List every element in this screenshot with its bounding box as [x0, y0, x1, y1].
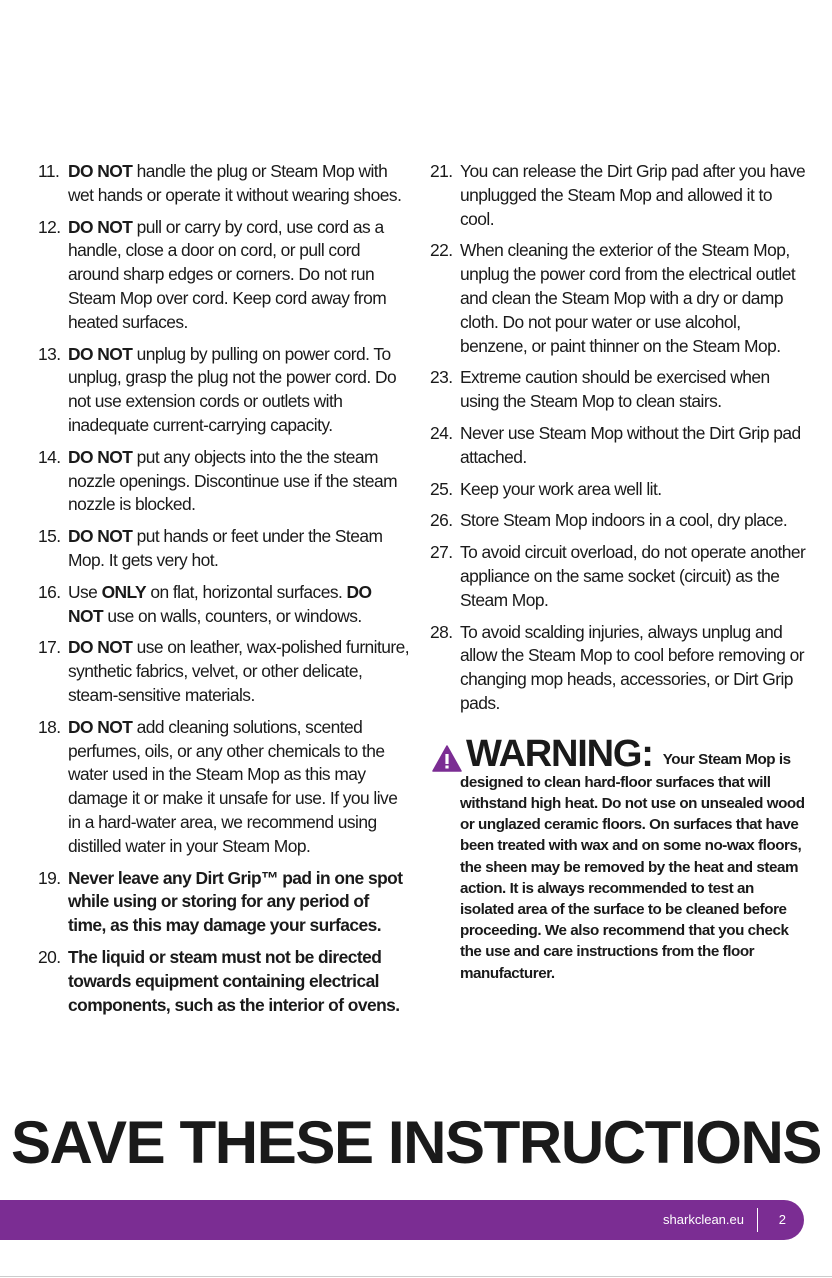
item-number: 22.: [430, 240, 453, 261]
list-item: [38, 525, 410, 573]
item-number: 21.: [430, 161, 453, 181]
left-column: [38, 160, 410, 1025]
list-item: [430, 160, 806, 231]
item-text: put any objects into the the steam nozzle openings. Discontinue use if the steam nozzle is blocked.: [68, 446, 398, 515]
emphasis: Never leave any Dirt Grip™ pad in one spot while using or storing for any period of time, as this may damage your surfaces.: [68, 867, 403, 936]
item-text: handle the plug or Steam Mop with wet hands or operate it without wearing shoes.: [68, 161, 402, 205]
item-number: 12.: [38, 216, 61, 237]
footer-website: sharkclean.eu: [663, 1212, 744, 1227]
item-text: Use: [68, 581, 102, 602]
item-text: When cleaning the exterior of the Steam Mop, unplug the power cord from the electrical outlet and clean the Steam Mop with a dry or damp cloth. Do not pour water or use alcohol, benzene, or paint thinner on the Steam Mop.: [460, 240, 796, 356]
list-item: [430, 541, 806, 612]
page-edge-line: [0, 1276, 832, 1277]
list-item: [38, 446, 410, 517]
emphasis: DO NOT: [68, 343, 133, 364]
footer-divider: [757, 1208, 758, 1232]
item-number: 14.: [38, 446, 61, 467]
footer-bar: [0, 1200, 804, 1240]
list-item: [430, 422, 806, 470]
list-item: [430, 509, 806, 533]
emphasis: DO NOT: [68, 526, 133, 547]
item-text: Keep your work area well lit.: [460, 478, 662, 499]
warning-triangle-icon: [432, 745, 462, 772]
list-item: [430, 478, 806, 502]
item-text: on flat, horizontal surfaces.: [146, 581, 347, 602]
item-number: 24.: [430, 422, 453, 443]
item-number: 27.: [430, 542, 453, 563]
item-text: pull or carry by cord, use cord as a handle, close a door on cord, or pull cord around sharp edges or corners. Do not run Steam Mop over cord. Keep cord away from heated surfaces.: [68, 216, 387, 332]
item-number: 23.: [430, 367, 453, 388]
list-item: [38, 867, 410, 938]
emphasis: DO NOT: [68, 716, 133, 737]
emphasis: ONLY: [101, 581, 147, 602]
list-item: [430, 239, 806, 358]
item-number: 25.: [430, 478, 453, 499]
item-text: Extreme caution should be exercised when using the Steam Mop to clean stairs.: [460, 367, 770, 412]
list-item: [430, 366, 806, 414]
item-number: 13.: [38, 343, 61, 364]
right-column: [430, 160, 806, 984]
warning-text: Your Steam Mop is: [662, 750, 791, 768]
item-text: Never use Steam Mop without the Dirt Grip pad attached.: [460, 422, 801, 467]
warning-block: [430, 732, 806, 984]
emphasis: DO NOT: [68, 446, 133, 467]
list-item: [38, 581, 410, 629]
emphasis: DO NOT: [68, 161, 133, 181]
item-number: 28.: [430, 621, 453, 642]
item-number: 19.: [38, 867, 61, 888]
item-text: To avoid scalding injuries, always unplug and allow the Steam Mop to cool before removing or changing mop heads, accessories, or Dirt Grip pads.: [460, 621, 804, 713]
emphasis: The liquid or steam must not be directed towards equipment containing electrical components, such as the interior of ovens.: [68, 946, 400, 1015]
item-text: To avoid circuit overload, do not operate another appliance on the same socket (circuit) as the Steam Mop.: [460, 542, 806, 610]
item-number: 16.: [38, 581, 61, 602]
item-text: add cleaning solutions, scented perfumes, oils, or any other chemicals to the water used in the Steam Mop as this may damage it or make it unsafe for use. If you live in a hard-water area, we recommend using distilled water in your Steam Mop.: [68, 716, 398, 856]
item-number: 17.: [38, 637, 61, 658]
item-text: unplug by pulling on power cord. To unplug, grasp the plug not the power cord. Do not use extension cords or outlets with inadequate current-carrying capacity.: [68, 343, 397, 435]
item-number: 26.: [430, 510, 453, 531]
list-item: [38, 946, 410, 1017]
emphasis: DO NOT: [68, 581, 372, 626]
warning-header: [432, 732, 806, 775]
list-item: [38, 636, 410, 707]
list-item: [430, 621, 806, 716]
list-item: [38, 716, 410, 859]
item-text: put hands or feet under the Steam Mop. It gets very hot.: [68, 526, 383, 570]
warning-text: designed to clean hard-floor surfaces that will withstand high heat. Do not use on unsealed wood or unglazed ceramic floors. On surfaces that have been treated with wax and on some no-wax floors, the sheen may be removed by the heat and steam action. It is always recommended to test an isolated area of the surface to be cleaned before proceeding. We also recommend that you check the use and care instructions from the floor manufacturer.: [460, 773, 805, 982]
item-number: 15.: [38, 526, 61, 547]
emphasis: DO NOT: [68, 216, 133, 237]
item-text: use on leather, wax-polished furniture, synthetic fabrics, velvet, or other delicate, steam-sensitive materials.: [68, 637, 410, 705]
list-item: [38, 160, 410, 208]
item-text: Store Steam Mop indoors in a cool, dry place.: [460, 510, 788, 531]
item-number: 11.: [38, 161, 60, 181]
list-item: [38, 216, 410, 335]
page-number: 2: [778, 1212, 786, 1227]
warning-title: WARNING:: [466, 732, 653, 775]
list-item: [38, 343, 410, 438]
item-text: use on walls, counters, or windows.: [103, 605, 362, 626]
item-number: 18.: [38, 716, 61, 737]
item-number: 20.: [38, 946, 61, 967]
emphasis: DO NOT: [68, 637, 133, 658]
item-text: You can release the Dirt Grip pad after you have unplugged the Steam Mop and allowed it to cool.: [460, 161, 806, 229]
save-instructions-heading: SAVE THESE INSTRUCTIONS: [10, 1109, 822, 1176]
